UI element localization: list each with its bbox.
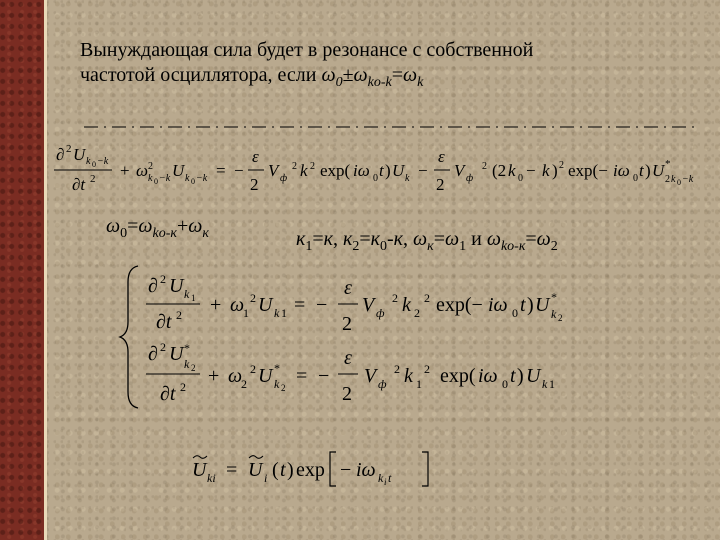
svg-text:V: V xyxy=(454,161,465,180)
svg-text:): ) xyxy=(517,365,524,387)
title-line-2 xyxy=(80,63,680,88)
svg-text:−: − xyxy=(316,294,328,316)
svg-text:0: 0 xyxy=(518,173,523,184)
svg-text:i: i xyxy=(384,477,387,487)
svg-text:k: k xyxy=(184,287,190,301)
svg-text:): ) xyxy=(527,294,534,316)
svg-text:+: + xyxy=(208,365,220,387)
svg-text:ki: ki xyxy=(207,471,216,485)
svg-text:−k: −k xyxy=(682,174,694,185)
svg-text:k: k xyxy=(274,377,280,391)
svg-text:U: U xyxy=(169,343,184,365)
svg-text:2: 2 xyxy=(241,377,247,391)
svg-text:0: 0 xyxy=(191,177,195,186)
envelope-equation xyxy=(190,446,450,490)
svg-text:2: 2 xyxy=(665,174,670,185)
title-line-2-text: частотой осциллятора, если xyxy=(80,64,322,86)
svg-text:(2: (2 xyxy=(492,161,507,180)
svg-text:ω: ω xyxy=(136,161,149,180)
svg-text:∂: ∂ xyxy=(56,145,65,164)
svg-text:k: k xyxy=(542,377,548,391)
svg-text:ω: ω xyxy=(228,365,243,387)
svg-text:=: = xyxy=(226,459,238,481)
svg-text:−: − xyxy=(526,161,536,180)
svg-text:2: 2 xyxy=(176,308,182,322)
svg-text:0: 0 xyxy=(633,173,638,184)
svg-text:*: * xyxy=(665,158,671,170)
svg-text:U: U xyxy=(652,161,665,180)
svg-text:U: U xyxy=(258,365,273,387)
svg-text:t: t xyxy=(388,471,392,485)
svg-text:U: U xyxy=(258,294,273,316)
svg-text:exp(: exp( xyxy=(440,365,476,387)
svg-text:t: t xyxy=(510,365,516,387)
svg-text:iω: iω xyxy=(488,294,508,316)
svg-text:=: = xyxy=(216,161,226,180)
svg-text:+: + xyxy=(120,161,130,180)
svg-text:1: 1 xyxy=(191,293,196,303)
svg-text:1: 1 xyxy=(416,377,422,391)
svg-text:): ) xyxy=(552,161,558,180)
svg-text:2: 2 xyxy=(482,161,487,172)
svg-text:iω: iω xyxy=(356,459,376,481)
svg-text:): ) xyxy=(645,161,651,180)
svg-text:U: U xyxy=(172,161,185,180)
svg-text:0: 0 xyxy=(92,160,96,169)
svg-text:V: V xyxy=(364,365,377,387)
svg-text:0: 0 xyxy=(502,377,508,391)
svg-text:2: 2 xyxy=(292,161,297,172)
svg-text:*: * xyxy=(184,341,190,355)
svg-text:U: U xyxy=(526,365,541,387)
svg-text:0: 0 xyxy=(154,177,158,186)
svg-text:k: k xyxy=(404,365,413,387)
svg-text:ф: ф xyxy=(280,173,288,184)
svg-text:2: 2 xyxy=(66,143,72,155)
svg-text:2: 2 xyxy=(414,306,420,320)
svg-text:−: − xyxy=(318,365,330,387)
svg-text:2: 2 xyxy=(310,161,315,172)
svg-text:1: 1 xyxy=(549,377,555,391)
svg-text:2: 2 xyxy=(424,291,430,305)
main-equation xyxy=(52,140,720,200)
substitution-line: $к_1=к$, $к_2=к_0-к$, $\omega_к=\omega_1$ и $\omega_{ko-к}=\omega_2$ xyxy=(296,228,558,254)
svg-text:2: 2 xyxy=(160,340,166,354)
svg-text:0: 0 xyxy=(677,178,681,187)
svg-text:2: 2 xyxy=(160,272,166,286)
svg-text:ω: ω xyxy=(230,294,245,316)
svg-text:0: 0 xyxy=(512,306,518,320)
svg-text:k: k xyxy=(185,173,190,184)
svg-text:2: 2 xyxy=(148,161,153,172)
svg-text:0: 0 xyxy=(373,173,378,184)
svg-text:t: t xyxy=(379,161,384,180)
svg-text:∂t: ∂t xyxy=(72,175,86,194)
svg-text:U: U xyxy=(73,145,86,164)
svg-text:ф: ф xyxy=(376,306,385,320)
svg-text:ф: ф xyxy=(378,377,387,391)
title-resonance-formula: $\omega_0\pm\omega_{ko-k}=\omega_k$ xyxy=(321,64,424,90)
svg-text:∂: ∂ xyxy=(148,275,158,297)
svg-text:k: k xyxy=(402,294,411,316)
svg-text:2: 2 xyxy=(250,291,256,305)
svg-text:U: U xyxy=(169,275,184,297)
svg-text:2: 2 xyxy=(394,362,400,376)
svg-text:ф: ф xyxy=(466,173,474,184)
svg-text:2: 2 xyxy=(191,363,196,373)
svg-text:i: i xyxy=(264,471,268,485)
svg-text:V: V xyxy=(362,294,375,316)
svg-text:2: 2 xyxy=(90,173,96,185)
svg-text:iω: iω xyxy=(478,365,498,387)
svg-text:ε: ε xyxy=(252,147,259,166)
svg-text:∂t: ∂t xyxy=(156,311,172,333)
decorative-side-bar xyxy=(0,0,44,540)
svg-text:k: k xyxy=(184,357,190,371)
svg-text:k: k xyxy=(508,161,516,180)
svg-text:=: = xyxy=(296,365,308,387)
svg-text:): ) xyxy=(287,459,294,481)
svg-text:k: k xyxy=(405,173,410,184)
svg-text:exp: exp xyxy=(296,459,325,481)
svg-text:∂: ∂ xyxy=(148,343,158,365)
separator-dash-line xyxy=(84,122,704,132)
svg-text:U: U xyxy=(192,459,207,481)
svg-text:*: * xyxy=(274,361,280,375)
svg-text:exp(−: exp(− xyxy=(568,161,608,180)
svg-text:ε: ε xyxy=(438,147,445,166)
system-equation-1 xyxy=(146,272,563,335)
svg-text:k: k xyxy=(671,174,676,185)
svg-text:k: k xyxy=(542,161,550,180)
equation-system xyxy=(118,262,618,412)
slide-title xyxy=(80,38,680,88)
resonance-condition: $\omega_0=\omega_{ko-к}+\omega_к$ xyxy=(106,215,209,241)
svg-text:t: t xyxy=(520,294,526,316)
svg-text:2: 2 xyxy=(559,160,564,171)
svg-text:t: t xyxy=(639,161,644,180)
svg-text:2: 2 xyxy=(392,291,398,305)
svg-text:−: − xyxy=(418,161,428,180)
svg-text:iω: iω xyxy=(613,161,630,180)
svg-text:exp(−: exp(− xyxy=(436,294,483,316)
svg-text:V: V xyxy=(268,161,279,180)
svg-text:+: + xyxy=(210,294,222,316)
svg-text:2: 2 xyxy=(436,175,445,194)
svg-text:U: U xyxy=(535,294,550,316)
svg-text:2: 2 xyxy=(342,313,352,335)
svg-text:k: k xyxy=(551,307,557,321)
svg-text:ε: ε xyxy=(344,277,352,299)
svg-text:−k: −k xyxy=(159,173,171,184)
svg-text:exp(: exp( xyxy=(320,161,351,180)
svg-text:2: 2 xyxy=(558,313,563,323)
side-bar-edge xyxy=(44,0,47,540)
svg-text:−k: −k xyxy=(196,173,208,184)
title-line-1: Вынуждающая сила будет в резонансе с собственной xyxy=(80,39,534,61)
svg-text:t: t xyxy=(280,459,286,481)
svg-text:): ) xyxy=(385,161,391,180)
svg-text:U: U xyxy=(248,459,263,481)
svg-text:∂t: ∂t xyxy=(160,383,176,405)
svg-text:k: k xyxy=(86,156,91,167)
svg-text:2: 2 xyxy=(342,383,352,405)
svg-text:U: U xyxy=(392,161,405,180)
svg-text:2: 2 xyxy=(180,380,186,394)
svg-text:2: 2 xyxy=(250,175,259,194)
svg-text:2: 2 xyxy=(250,362,256,376)
svg-text:ε: ε xyxy=(344,347,352,369)
svg-text:(: ( xyxy=(272,459,279,481)
svg-text:−: − xyxy=(340,459,352,481)
svg-text:−: − xyxy=(234,161,244,180)
svg-text:iω: iω xyxy=(353,161,370,180)
svg-text:1: 1 xyxy=(243,306,249,320)
svg-text:k: k xyxy=(274,306,280,320)
svg-text:k: k xyxy=(378,471,384,485)
svg-text:k: k xyxy=(148,173,153,184)
svg-text:2: 2 xyxy=(281,383,286,393)
svg-text:−k: −k xyxy=(97,156,109,167)
svg-text:2: 2 xyxy=(424,362,430,376)
svg-text:k: k xyxy=(300,161,308,180)
system-equation-2 xyxy=(146,340,555,405)
svg-text:=: = xyxy=(294,294,306,316)
svg-text:1: 1 xyxy=(281,306,287,320)
svg-text:*: * xyxy=(551,290,557,304)
